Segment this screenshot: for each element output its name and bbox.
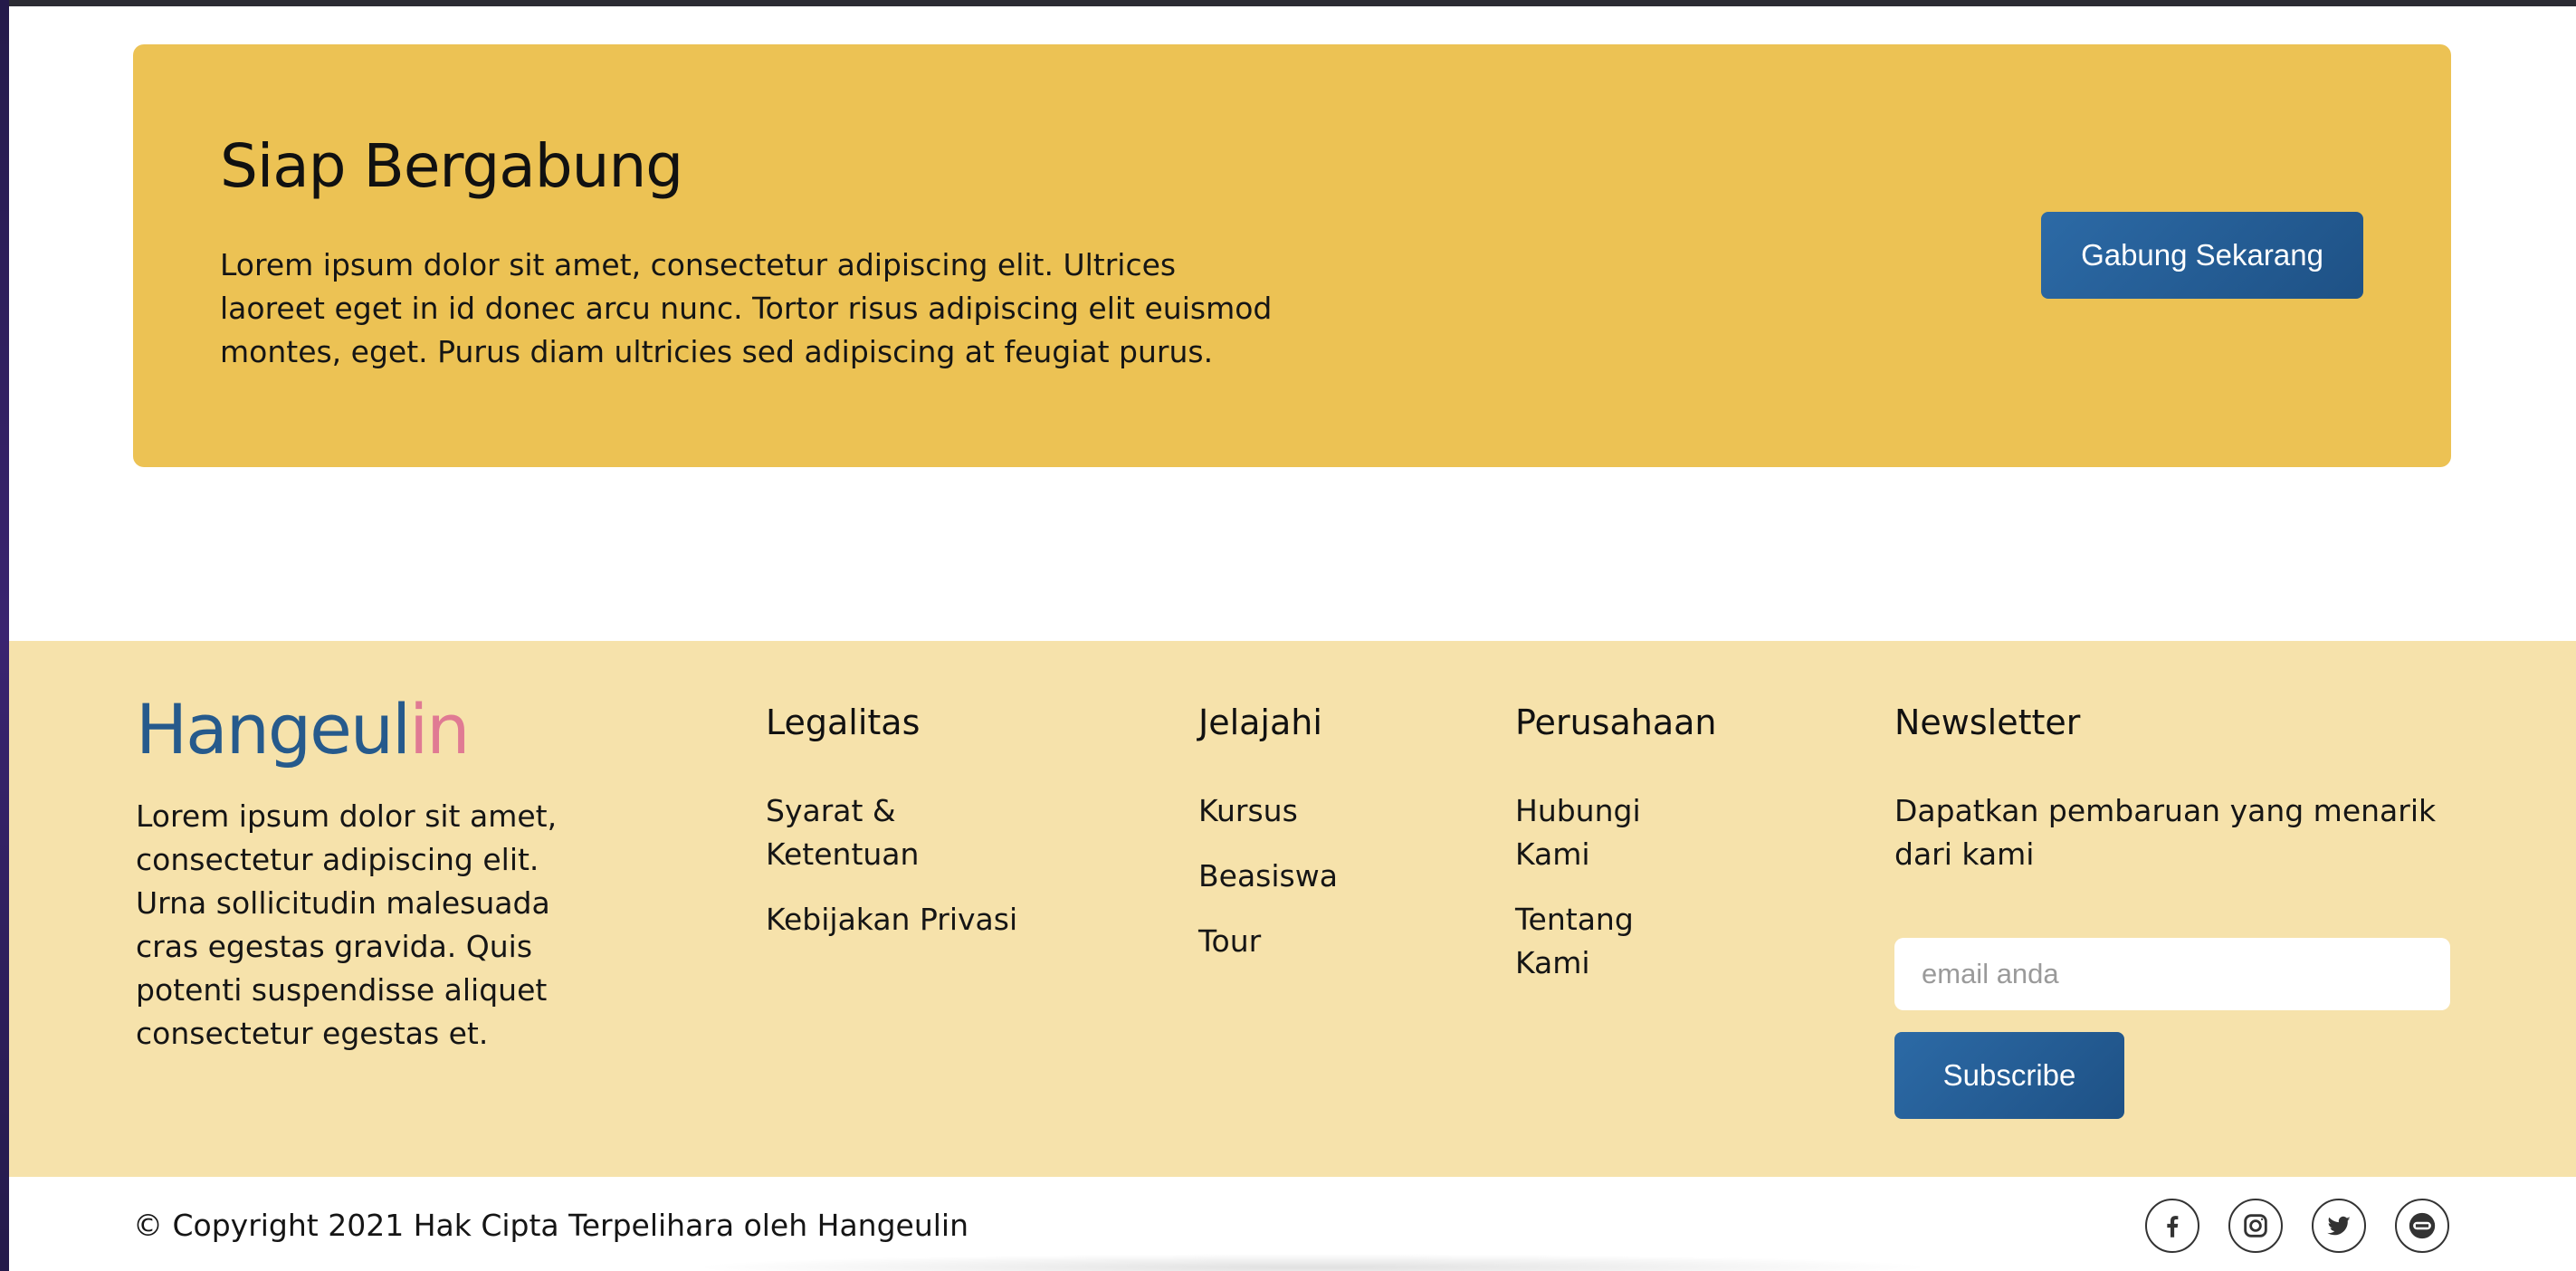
footer-column-legalitas <box>766 704 1037 963</box>
instagram-icon[interactable] <box>2228 1199 2283 1253</box>
join-now-button[interactable]: Gabung Sekarang <box>2041 212 2363 299</box>
footer-column-title: Perusahaan <box>1515 702 1717 742</box>
footer-link-tour[interactable]: Tour <box>1198 922 1262 959</box>
footer-link-beasiswa[interactable]: Beasiswa <box>1198 857 1338 894</box>
footer-link-privacy[interactable]: Kebijakan Privasi <box>766 901 1018 937</box>
brand-logo[interactable] <box>136 689 469 769</box>
join-banner-title: Siap Bergabung <box>220 131 683 201</box>
bottom-shadow <box>688 1254 1937 1271</box>
footer-column-perusahaan <box>1515 702 1717 1007</box>
copyright-text: © Copyright 2021 Hak Cipta Terpelihara oleh Hangeulin <box>133 1208 969 1243</box>
footer-column-title: Legalitas <box>766 702 921 742</box>
subscribe-button[interactable]: Subscribe <box>1894 1032 2124 1119</box>
footer-column-title: Jelajahi <box>1198 702 1322 742</box>
footer-column-newsletter <box>1894 704 2456 876</box>
brand-logo-part2: in <box>409 689 469 769</box>
line-icon[interactable] <box>2395 1199 2449 1253</box>
facebook-icon[interactable] <box>2145 1199 2199 1253</box>
brand-description: Lorem ipsum dolor sit amet, consectetur adipiscing elit. Urna sollicitudin malesuada cras egestas gravida. Quis potenti suspendisse aliquet consectetur egestas et. <box>136 798 558 1051</box>
join-banner <box>133 44 2451 467</box>
window-left-edge <box>0 0 9 1271</box>
join-banner-text: Lorem ipsum dolor sit amet, consectetur adipiscing elit. Ultrices laoreet eget in id donec arcu nunc. Tortor risus adipiscing elit euismod montes, eget. Purus diam ultricies sed adipiscing at feugiat purus. <box>220 247 1273 369</box>
footer-link-terms[interactable]: Syarat & Ketentuan <box>766 792 920 872</box>
footer-link-about[interactable]: Tentang Kami <box>1515 901 1634 980</box>
newsletter-description: Dapatkan pembaruan yang menarik dari kami <box>1894 792 2437 872</box>
footer-column-jelajahi <box>1198 704 1379 985</box>
footer-link-contact[interactable]: Hubungi Kami <box>1515 792 1641 872</box>
newsletter-email-input[interactable] <box>1894 938 2450 1010</box>
social-links <box>2145 1199 2449 1253</box>
footer-column-title: Newsletter <box>1894 702 2081 742</box>
twitter-icon[interactable] <box>2312 1199 2366 1253</box>
footer <box>9 641 2576 1177</box>
brand-logo-part1: Hangeul <box>136 689 410 769</box>
footer-link-kursus[interactable]: Kursus <box>1198 792 1298 828</box>
window-top-edge <box>0 0 2576 6</box>
